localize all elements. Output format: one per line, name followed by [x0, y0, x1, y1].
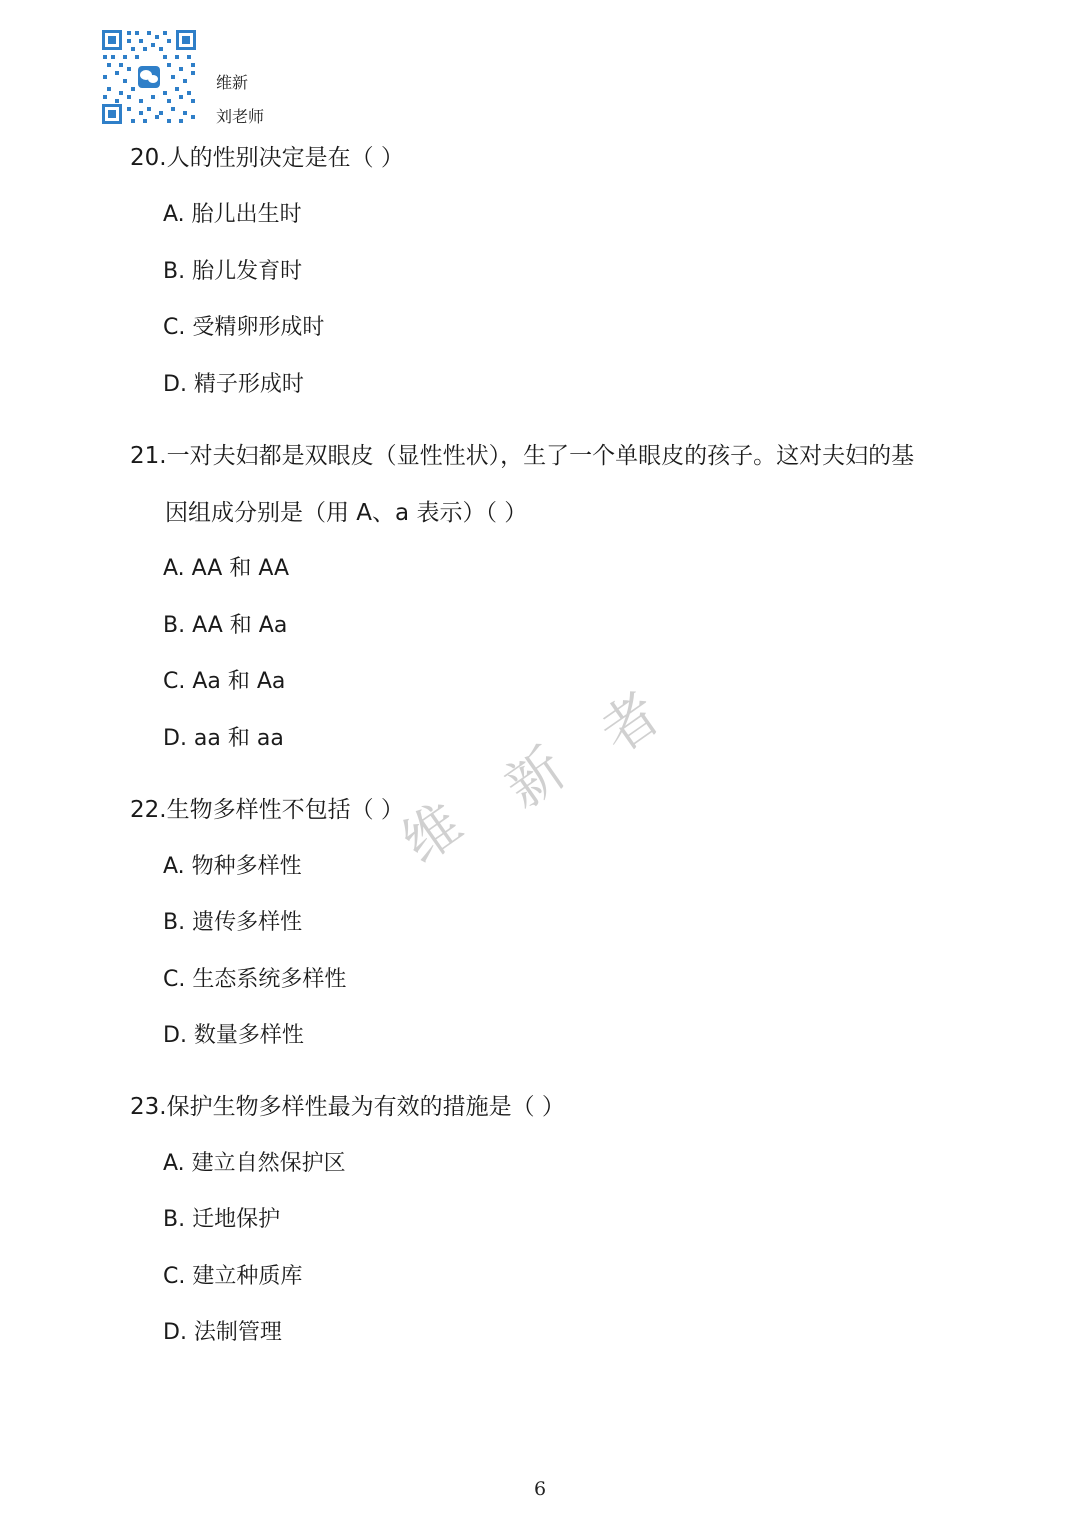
brand-teacher-name: 刘老师 [216, 107, 265, 126]
page-header [100, 28, 300, 128]
watermark-char: 新 [494, 736, 578, 822]
option-a: A. 物种多样性 [163, 854, 302, 879]
option-a: A. 建立自然保护区 [163, 1151, 346, 1176]
brand-name: 维新 [216, 73, 249, 92]
option-c: C. 生态系统多样性 [163, 967, 347, 992]
question-stem: 21.一对夫妇都是双眼皮（显性性状），生了一个单眼皮的孩子。这对夫妇的基 [130, 443, 915, 469]
option-c: C. 受精卵形成时 [163, 315, 325, 340]
question-stem-continued: 因组成分别是（用 A、a 表示）（ ） [165, 500, 528, 526]
option-b: B. AA 和 Aa [163, 613, 288, 638]
question-stem: 20.人的性别决定是在（ ） [130, 145, 404, 171]
option-b: B. 遗传多样性 [163, 910, 303, 935]
option-d: D. 精子形成时 [163, 372, 304, 397]
option-d: D. 法制管理 [163, 1320, 282, 1345]
page-number: 6 [533, 1478, 547, 1500]
option-c: C. 建立种质库 [163, 1264, 303, 1289]
option-c: C. Aa 和 Aa [163, 669, 286, 694]
watermark-char: 维 [391, 791, 475, 877]
question-stem: 23.保护生物多样性最为有效的措施是（ ） [130, 1094, 565, 1120]
wechat-qr-code-icon [100, 28, 198, 126]
watermark-char: 者 [589, 681, 673, 767]
watermark [380, 660, 700, 890]
option-a: A. AA 和 AA [163, 556, 290, 581]
option-b: B. 胎儿发育时 [163, 259, 303, 284]
option-d: D. aa 和 aa [163, 726, 284, 751]
option-b: B. 迁地保护 [163, 1207, 281, 1232]
question-stem: 22.生物多样性不包括（ ） [130, 797, 404, 823]
option-a: A. 胎儿出生时 [163, 202, 302, 227]
option-d: D. 数量多样性 [163, 1023, 304, 1048]
